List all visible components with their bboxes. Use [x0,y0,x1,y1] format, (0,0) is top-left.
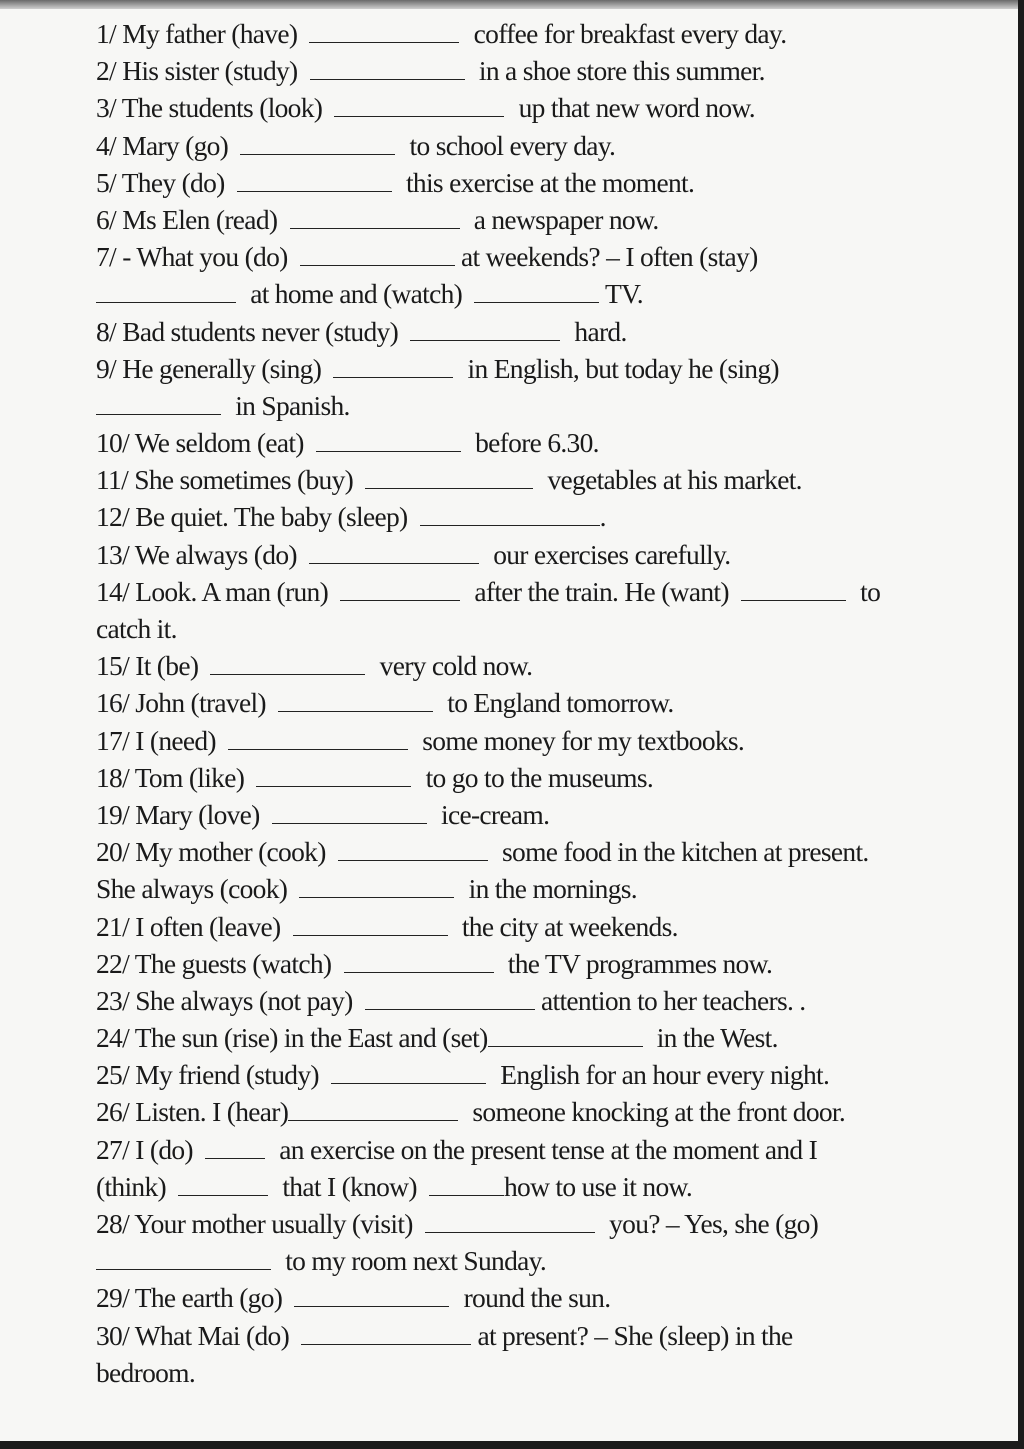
item-number: 17/ [96,724,130,756]
item-text: attention to her teachers. . [541,984,806,1016]
exercise-item-3 [96,89,1011,126]
item-prompt: We seldom (eat) [134,427,304,459]
answer-blank[interactable] [331,1061,486,1084]
answer-blank[interactable] [288,1098,458,1121]
answer-blank[interactable] [240,132,395,155]
item-prompt: What Mai (do) [134,1319,290,1351]
item-number: 16/ [96,687,130,719]
item-number: 26/ [96,1096,130,1128]
item-prompt: She always (not pay) [135,984,353,1016]
item-number: 8/ [96,315,116,347]
answer-blank[interactable] [256,764,411,787]
item-number: 5/ [96,166,116,198]
item-number: 29/ [96,1282,130,1314]
exercise-item-25 [96,1056,1011,1093]
item-number: 24/ [96,1022,130,1054]
exercise-item-20-continued [96,870,1011,907]
item-text: some money for my textbooks. [422,724,745,756]
exercise-item-7 [96,238,1011,275]
answer-blank[interactable] [228,727,408,750]
item-text: some food in the kitchen at present. [502,836,869,868]
item-text: up that new word now. [518,92,755,124]
item-prompt: My friend (study) [135,1059,319,1091]
item-text: in a shoe store this summer. [478,55,765,87]
item-number: 13/ [96,538,130,570]
item-text: vegetables at his market. [547,464,802,496]
item-number: 9/ [96,352,116,384]
item-number: 19/ [96,798,130,830]
answer-blank[interactable] [237,169,392,192]
item-number: 2/ [96,55,116,87]
item-prompt: Tom (like) [134,761,245,793]
exercise-item-28 [96,1205,1011,1242]
item-text: English for an hour every night. [500,1059,830,1091]
answer-blank[interactable] [425,1210,595,1233]
item-text: you? – Yes, she (go) [609,1208,819,1239]
item-number: 15/ [96,650,130,682]
exercise-item-10 [96,424,1011,461]
answer-blank[interactable] [365,466,533,489]
item-prompt: I (need) [135,724,216,756]
answer-blank[interactable] [96,1247,271,1270]
item-prompt: She sometimes (buy) [134,464,354,496]
item-number: 30/ [96,1319,130,1351]
item-prompt: The sun (rise) in the East and (set) [134,1022,488,1054]
item-text: how to use it now. [504,1170,693,1202]
exercise-item-24 [96,1019,1011,1056]
exercise-item-2 [96,52,1011,89]
exercise-item-9 [96,350,1011,387]
answer-blank[interactable] [344,950,494,973]
answer-blank[interactable] [420,503,600,526]
answer-blank[interactable] [205,1136,265,1159]
item-prompt: Ms Elen (read) [122,203,278,235]
item-prompt: - What you (do) [122,241,288,273]
item-prompt: He generally (sing) [122,352,322,384]
exercise-item-12 [96,498,1011,535]
answer-blank[interactable] [299,875,454,898]
item-text: in the West. [656,1022,778,1054]
answer-blank[interactable] [741,578,846,601]
page-top-edge [0,0,1018,9]
exercise-item-20 [96,833,1011,870]
answer-blank[interactable] [272,801,427,824]
exercise-item-29 [96,1279,1011,1316]
exercise-item-14 [96,573,1011,610]
answer-blank[interactable] [334,94,504,117]
answer-blank[interactable] [488,1024,643,1047]
answer-blank[interactable] [429,1173,504,1196]
item-prompt: I often (leave) [135,910,281,942]
answer-blank[interactable] [309,20,459,43]
answer-blank[interactable] [96,280,236,303]
exercise-item-13 [96,536,1011,573]
item-prompt: John (travel) [135,687,266,719]
exercise-item-7-continued [96,275,1011,312]
item-number: 23/ [96,984,130,1016]
item-text: TV. [605,278,643,310]
item-number: 10/ [96,427,130,459]
item-text: . [599,501,606,533]
item-text: that I (know) [282,1170,417,1202]
item-prompt: His sister (study) [122,55,298,87]
answer-blank[interactable] [210,652,365,675]
answer-blank[interactable] [96,392,221,415]
item-text: catch it. [96,613,177,644]
item-prompt: Listen. I (hear) [135,1096,289,1128]
item-prompt: Mary (love) [135,798,260,830]
answer-blank[interactable] [410,318,560,341]
exercise-item-30-continued [96,1354,1011,1391]
answer-blank[interactable] [309,541,479,564]
answer-blank[interactable] [294,1284,449,1307]
exercise-item-19 [96,796,1011,833]
answer-blank[interactable] [316,429,461,452]
item-number: 21/ [96,910,130,942]
item-number: 27/ [96,1133,130,1165]
answer-blank[interactable] [340,578,460,601]
item-text: (think) [96,1170,166,1202]
exercise-item-1 [96,15,1011,52]
item-prompt: Mary (go) [122,129,229,161]
item-text: to my room next Sunday. [285,1245,547,1277]
item-text: to England tomorrow. [447,687,674,719]
item-prompt: The earth (go) [134,1282,283,1314]
exercise-item-14-continued [96,610,1011,647]
item-prompt: My father (have) [122,18,298,49]
exercise-list [96,15,1011,1391]
item-text: someone knocking at the front door. [472,1096,846,1128]
item-text: an exercise on the present tense at the moment and I [279,1133,818,1165]
item-prompt: I (do) [135,1133,193,1165]
item-text: to school every day. [409,129,616,161]
item-text: the TV programmes now. [507,947,773,979]
exercise-item-4 [96,127,1011,164]
item-number: 6/ [96,203,116,235]
item-number: 28/ [96,1208,130,1239]
answer-blank[interactable] [338,838,488,861]
item-number: 12/ [96,501,130,533]
item-text: at present? – She (sleep) in the [477,1319,793,1351]
answer-blank[interactable] [474,280,599,303]
exercise-item-16 [96,684,1011,721]
item-prompt: Bad students never (study) [122,315,399,347]
item-prompt: The guests (watch) [134,947,332,979]
item-text: the city at weekends. [461,910,678,942]
item-number: 18/ [96,761,130,793]
item-text: bedroom. [96,1356,196,1388]
item-text: this exercise at the moment. [405,166,695,198]
answer-blank[interactable] [310,57,465,80]
item-text: before 6.30. [475,427,599,459]
answer-blank[interactable] [290,206,460,229]
item-prompt: The students (look) [121,92,323,124]
exercise-item-15 [96,647,1011,684]
item-text: in the mornings. [468,873,637,905]
item-text: She always (cook) [96,873,288,905]
item-prompt: Your mother usually (visit) [134,1208,413,1239]
item-text: round the sun. [463,1282,611,1314]
item-text: in English, but today he (sing) [467,352,779,384]
exercise-item-8 [96,313,1011,350]
item-number: 11/ [96,464,129,496]
item-text: to go to the museums. [425,761,654,793]
item-prompt: We always (do) [134,538,297,570]
item-text: very cold now. [379,650,533,682]
answer-blank[interactable] [278,689,433,712]
item-number: 25/ [96,1059,130,1091]
item-number: 4/ [96,129,116,161]
answer-blank[interactable] [333,355,453,378]
item-text: coffee for breakfast every day. [473,18,787,49]
item-prompt: My mother (cook) [135,836,326,868]
item-prompt: They (do) [121,166,225,198]
exercise-item-23 [96,982,1011,1019]
answer-blank[interactable] [178,1173,268,1196]
item-number: 3/ [96,92,116,124]
exercise-item-28-continued [96,1242,1011,1279]
item-prompt: Look. A man (run) [135,575,329,607]
item-text: at home and (watch) [250,278,463,310]
item-text: to [860,575,881,607]
item-number: 20/ [96,836,130,868]
exercise-item-22 [96,945,1011,982]
exercise-item-18 [96,759,1011,796]
item-text: a newspaper now. [473,203,659,235]
item-number: 22/ [96,947,130,979]
item-text: our exercises carefully. [493,538,731,570]
exercise-item-26 [96,1093,1011,1130]
exercise-item-17 [96,722,1011,759]
item-prompt: Be quiet. The baby (sleep) [135,501,408,533]
exercise-item-5 [96,164,1011,201]
item-text: after the train. He (want) [474,575,729,607]
item-text: ice-cream. [441,798,550,830]
item-text: at weekends? – I often (stay) [460,241,758,273]
answer-blank[interactable] [301,1322,471,1345]
answer-blank[interactable] [293,913,448,936]
exercise-item-21 [96,908,1011,945]
item-number: 7/ [96,241,116,273]
exercise-item-11 [96,461,1011,498]
item-text: hard. [574,315,627,347]
item-number: 14/ [96,575,130,607]
item-number: 1/ [96,18,116,49]
exercise-item-27-continued [96,1168,1011,1205]
item-prompt: It (be) [135,650,199,682]
exercise-item-30 [96,1317,1011,1354]
exercise-item-27 [96,1131,1011,1168]
item-text: in Spanish. [235,389,350,421]
answer-blank[interactable] [365,987,535,1010]
exercise-item-6 [96,201,1011,238]
answer-blank[interactable] [300,243,455,266]
exercise-item-9-continued [96,387,1011,424]
